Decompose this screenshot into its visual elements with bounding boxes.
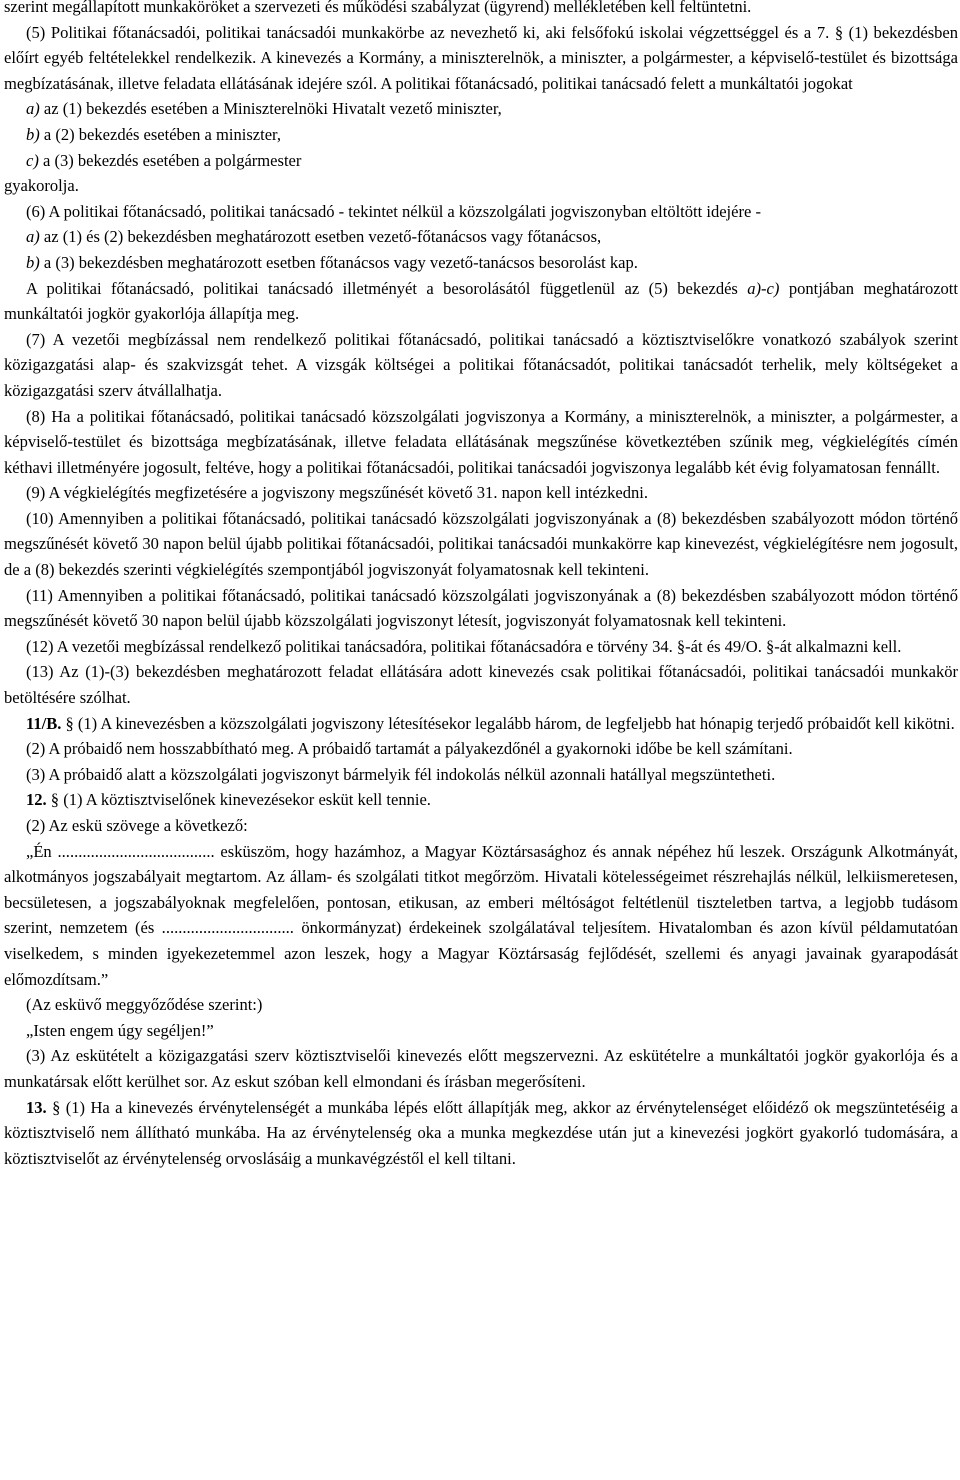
paragraph-gyakorolja: gyakorolja. [4,176,79,196]
paragraph-12-3: (3) Az eskütételt a közigazgatási szerv köztisztviselői kinevezés előtt megszervezni. Az eskütételre a munkáltatói jogkör gyakorlója és a munkatársak előtt kerülhet sor. Az eskut szóban kell elmondani és írásban megerősíteni. [4,1046,958,1091]
paragraph-12-2: (2) Az eskü szövege a következő: [26,816,248,835]
paragraph-11a-11: (11) Amennyiben a politikai főtanácsadó, politikai tanácsadó közszolgálati jogviszonyának a (8) bekezdésben szabályozott módon történő megszűnését követő 30 napon belül újabb közszolgálati jogviszonyt létesít, jogviszonyát folyamatosnak kell tekinteni. [4,585,958,631]
paragraph-11a-6: (6) A politikai főtanácsadó, politikai tanácsadó - tekintet nélkül a közszolgálati jogviszonyban eltöltött idejére - [26,201,761,221]
paragraph-oath-text: „Én ...................................... esküszöm, hogy hazámhoz, a Magyar Köztársasághoz és annak népéhez hű leszek. Országunk Alkotmányát, alkotmányos jogszabályait megtartom. Az állam- és szolgálati titkot megőrzöm. Hivatali kötelességeimet részrehajlás nélkül, lelkiismeretesen, becsületesen, a jogszabályoknak megfelelően, pontosan, etikusan, az emberi méltóságot feltétlenül tiszteletben tartva, a legjobb tudásom szerint, nemzetem (és ................................ önkormányzat) érdekeinek szolgálatával teljesítem. Hivatalomban és azon kívül példamutatóan viselkedem, s minden igyekezetemmel azon leszek, hogy a Magyar Köztársaság fejlődését, szellemi és anyagi javainak gyarapodását előmozdítsam.” [4,841,958,989]
list-item-a: a) az (1) bekezdés esetében a Miniszterelnöki Hivatalt vezető miniszter, [26,99,502,119]
paragraph-11b-2: (2) A próbaidő nem hosszabbítható meg. A próbaidő tartamát a pályakezdőnél a gyakornoki időbe be kell számítani. [26,739,793,759]
paragraph-11a-13: (13) Az (1)-(3) bekezdésben meghatározott feladat ellátására adott kinevezés csak politikai főtanácsadói, politikai tanácsadói munkakör betöltésére szólhat. [4,662,958,708]
paragraph-11a-8: (8) Ha a politikai főtanácsadó, politikai tanácsadó közszolgálati jogviszonya a Kormány, a miniszterelnök, a miniszter, a polgármester, a képviselő-testület és bizottsága megbízatásának, illetve feladata ellátásának megszűnése következtében szűnik meg, végkielégítés címén kéthavi illetményére jogosult, feltéve, hogy a politikai főtanácsadói, politikai tanácsadói jogviszonya legalább két évig folyamatosan fennállt. [4,406,958,477]
paragraph-oath-closing: „Isten engem úgy segéljen!” [26,1020,214,1040]
list-item-b: b) a (2) bekezdés esetében a miniszter, [26,124,282,144]
paragraph-11b-3: (3) A próbaidő alatt a közszolgálati jogviszonyt bármelyik fél indokolás nélkül azonnali hatállyal megszüntetheti. [26,764,776,784]
paragraph-11a-10: (10) Amennyiben a politikai főtanácsadó, politikai tanácsadó közszolgálati jogviszonyának a (8) bekezdésben szabályozott módon történő megszűnését követő 30 napon belül újabb politikai főtanácsadói, politikai tanácsadói munkakörre kap kinevezést, végkielégítésre nem jogosult, de a (8) bekezdés szerinti végkielégítés szempontjából jogviszonyát folyamatosnak kell tekinteni. [4,508,958,580]
paragraph-oath-note: (Az esküvő meggyőződése szerint:) [26,995,263,1015]
list-item-a: a) az (1) és (2) bekezdésben meghatározott esetben vezető-főtanácsos vagy főtanácsos, [26,227,602,247]
paragraph-intro-continuation: szerint megállapított munkaköröket a szervezeti és működési szabályzat (ügyrend) mellékletében kell feltüntetni. [4,0,752,16]
paragraph-11b-1: 11/B. § (1) A kinevezésben a közszolgálati jogviszony létesítésekor legalább három, de legfeljebb hat hónapig terjedő próbaidőt kell kikötni. [26,713,955,733]
paragraph-11a-9: (9) A végkielégítés megfizetésére a jogviszony megszűnését követő 31. napon kell intézkedni. [26,483,649,503]
list-item-b: b) a (3) bekezdésben meghatározott esetben főtanácsos vagy vezető-tanácsos besorolást kap. [26,252,638,272]
paragraph-12-1: 12. § (1) A köztisztviselőnek kinevezésekor esküt kell tennie. [26,790,431,810]
paragraph-13-1: 13. § (1) Ha a kinevezés érvénytelenségét a munkába lépés előtt állapítják meg, akkor az érvénytelenséget előidéző ok megszüntetéséig a köztisztviselő nem állítható munkába. Ha az érvénytelenség oka a munka megkezdése után jut a kinevezési jogkört gyakorló tudomására, a köztisztviselőt az érvénytelenség orvoslásáig a munkavégzéstől el kell tiltani. [4,1097,958,1168]
list-item-c: c) a (3) bekezdés esetében a polgármester [26,150,302,170]
paragraph-11a-12: (12) A vezetői megbízással rendelkező politikai tanácsadóra, politikai főtanácsadóra e törvény 34. §-át és 49/O. §-át alkalmazni kell. [26,636,902,656]
paragraph-11a-7: (7) A vezetői megbízással nem rendelkező politikai főtanácsadó, politikai tanácsadó a köztisztviselőkre vonatkozó szabályok szerint közigazgatási alap- és szakvizsgát tehet. A vizsgák költségei a politikai főtanácsadót, politikai tanácsadót terhelik, mely költségeket a közigazgatási szerv átvállalhatja. [4,329,958,400]
paragraph-illetmeny: A politikai főtanácsadó, politikai tanácsadó illetményét a besorolásától függetlenül az (5) bekezdés a)-c) pontjában meghatározott munkáltatói jogkör gyakorlója állapítja meg. [4,278,958,324]
paragraph-11a-5: (5) Politikai főtanácsadói, politikai tanácsadói munkakörbe az nevezhető ki, aki felsőfokú iskolai végzettséggel és a 7. § (1) bekezdésben előírt egyéb feltételekkel rendelkezik. A kinevezés a Kormány, a miniszterelnök, a miniszter, a polgármester, a képviselő-testület és bizottsága megbízatásának, illetve feladata ellátásának idejére szól. A politikai főtanácsadó, politikai tanácsadó felett a munkáltatói jogokat [4,22,958,93]
